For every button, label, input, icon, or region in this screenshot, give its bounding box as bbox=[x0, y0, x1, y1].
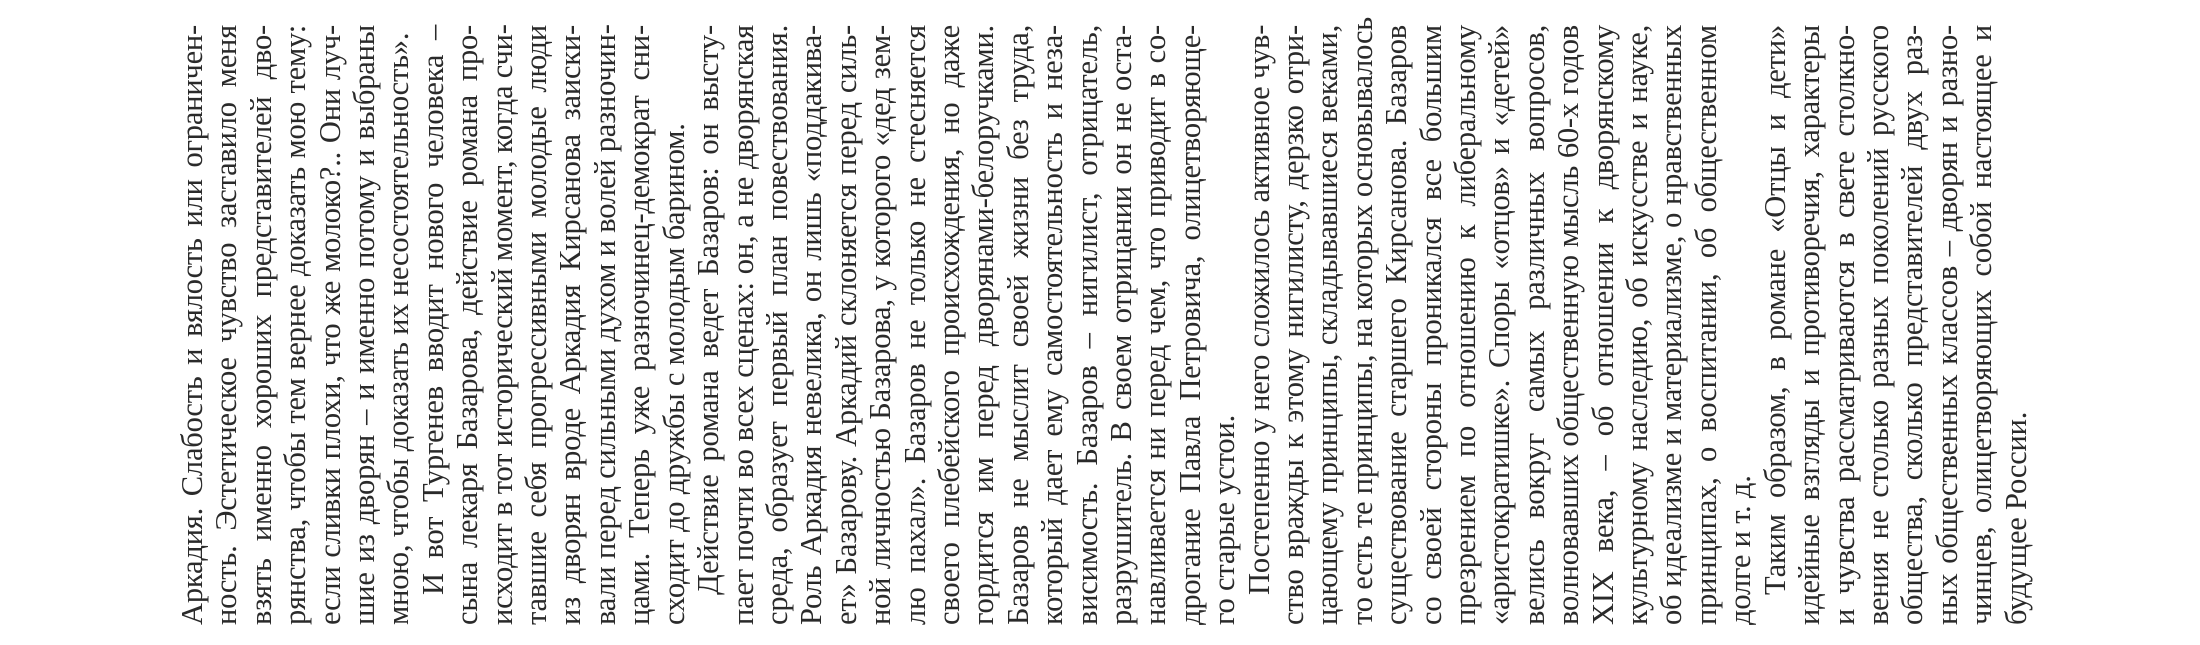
text-line: дрогание Павла Петровича, олицетворяюще- bbox=[1172, 25, 1207, 625]
text-line: велись вокруг самых различных вопросов, bbox=[1516, 25, 1551, 625]
text-line: чинцев, олицетворяющих собой настоящее и bbox=[1964, 25, 1999, 625]
text-line: вали перед сильными духом и волей разночин- bbox=[587, 24, 622, 625]
text-line: цающему принципы, складывавшиеся веками, bbox=[1310, 25, 1345, 625]
text-line: сына лекаря Базарова, действие романа про- bbox=[450, 25, 485, 625]
text-line: существование старшего Кирсанова. Базаров bbox=[1379, 25, 1414, 625]
text-line: из дворян вроде Аркадия Кирсанова заиски- bbox=[553, 25, 588, 625]
text-line: взять именно хороших представителей дво- bbox=[243, 25, 278, 625]
text-line: среда, образует первый план повествования. bbox=[759, 25, 794, 625]
text-line: висимость. Базаров – нигилист, отрицатель, bbox=[1069, 25, 1104, 625]
text-line: ных общественных классов – дворян и разно- bbox=[1929, 25, 1964, 625]
text-line: мною, чтобы доказать их несостоятельность». bbox=[381, 32, 416, 625]
paragraph bbox=[691, 25, 1242, 625]
text-line: принципах, о воспитании, об общественном bbox=[1688, 25, 1723, 625]
text-line: долге и т. д. bbox=[1723, 475, 1758, 625]
text-line: если сливки плохи, что же молоко?.. Они луч- bbox=[312, 25, 347, 625]
text-line: Аркадия. Слабость и вялость или ограничен- bbox=[175, 25, 209, 625]
text-line: культурному наследию, об искусстве и науке, bbox=[1620, 25, 1655, 625]
paragraph bbox=[1241, 16, 1758, 625]
text-line: лю пахал». Базаров не только не стесняется bbox=[897, 25, 932, 625]
text-line: XIX века, – об отношении к дворянскому bbox=[1585, 25, 1620, 625]
text-line: Роль Аркадия невелика, он лишь «поддакива- bbox=[794, 25, 829, 625]
paragraph bbox=[175, 25, 416, 625]
text-line: волновавших общественную мысль 60-х годов bbox=[1551, 25, 1586, 625]
text-line: который дает ему самостоятельность и неза- bbox=[1035, 25, 1070, 625]
paragraph bbox=[1758, 25, 2033, 625]
text-line: гордится им перед дворянами-белоручками. bbox=[966, 25, 1001, 625]
text-line: вения не столько разных поколений русского bbox=[1860, 25, 1895, 625]
text-line: го старые устои. bbox=[1207, 414, 1242, 625]
text-line: со своей стороны проникался все большим bbox=[1413, 25, 1448, 625]
text-line: тавшие себя прогрессивными молодые люди bbox=[519, 25, 554, 625]
text-line: исходит в тот исторический момент, когда счи- bbox=[484, 24, 519, 625]
text-line: навливается ни перед чем, что приводит в со- bbox=[1138, 25, 1173, 625]
text-line: сходит до дружбы с молодым барином. bbox=[656, 123, 691, 625]
text-line: и чувства рассматриваются в свете столкно- bbox=[1826, 25, 1861, 625]
text-line: ность. Эстетическое чувство заставило меня bbox=[209, 25, 244, 625]
text-line: то есть те принципы, на которых основывалось bbox=[1344, 16, 1379, 625]
text-line: разрушитель. В своем отрицании он не оста- bbox=[1103, 25, 1138, 625]
text-line: ной личностью Базарова, у которого «дед зем- bbox=[863, 25, 898, 625]
text-line: общества, сколько представителей двух раз- bbox=[1895, 25, 1930, 625]
paragraph bbox=[416, 25, 691, 625]
text-line: Постепенно у него сложилось активное чув- bbox=[1241, 24, 1276, 595]
text-line: «аристократишке». Споры «отцов» и «детей» bbox=[1482, 25, 1517, 625]
text-line: своего плебейского происхождения, но даже bbox=[931, 25, 966, 625]
text-line: пает почти во всех сценах: он, а не дворянская bbox=[725, 25, 760, 625]
text-line: идейные взгляды и противоречия, характеры bbox=[1792, 25, 1827, 625]
text-line: цами. Теперь уже разночинец-демократ сни- bbox=[622, 25, 657, 625]
text-line: об идеализме и материализме, о нравственных bbox=[1654, 25, 1689, 625]
text-line: Действие романа ведет Базаров: он высту- bbox=[691, 25, 726, 595]
text-line: презрением по отношению к либеральному bbox=[1448, 25, 1483, 625]
text-line: Таким образом, в романе «Отцы и дети» bbox=[1757, 25, 1792, 595]
text-line: Базаров не мыслит своей жизни без труда, bbox=[1000, 25, 1035, 625]
rotated-text-container bbox=[175, 16, 2033, 625]
text-line: ет» Базарову. Аркадий склоняется перед силь- bbox=[828, 25, 863, 625]
text-line: будущее России. bbox=[1998, 411, 2033, 625]
text-line: ство вражды к этому нигилисту, дерзко отри- bbox=[1276, 25, 1310, 625]
text-line: рянства, чтобы тем вернее доказать мою тему: bbox=[278, 25, 313, 625]
text-line: И вот Тургенев вводит нового человека – bbox=[415, 25, 450, 595]
body-text bbox=[175, 16, 2033, 625]
text-line: шие из дворян – и именно потому и выбраны bbox=[347, 25, 382, 625]
